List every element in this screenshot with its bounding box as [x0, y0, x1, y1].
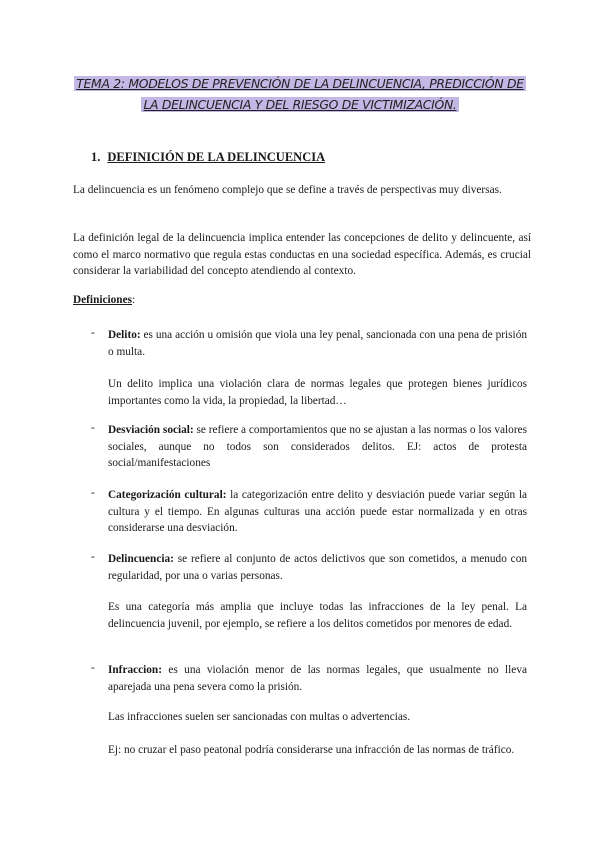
definition-item-categorizacion-cultural	[108, 487, 527, 537]
definition-term: Infraccion:	[108, 664, 162, 676]
document-title	[60, 73, 540, 115]
intro-paragraph-1: La delincuencia es un fenómeno complejo que se define a través de perspectivas muy diversas.	[73, 184, 502, 196]
definitions-heading-text: Definiciones	[73, 294, 132, 306]
definition-extra: Un delito implica una violación clara de normas legales que protegen bienes jurídicos importantes como la vida, la propiedad, la libertad…	[108, 378, 527, 407]
definition-item-infraccion	[108, 662, 527, 695]
definition-text: es una violación menor de las normas legales, que usualmente no lleva aparejada una pena severa como la prisión.	[108, 664, 527, 693]
definition-term: Delincuencia:	[108, 553, 174, 565]
definition-term: Desviación social:	[108, 424, 194, 436]
definition-extra: Es una categoría más amplia que incluye todas las infracciones de la ley penal. La delincuencia juvenil, por ejemplo, se refiere a los delitos cometidos por menores de edad.	[108, 601, 527, 630]
definition-text: se refiere al conjunto de actos delictivos que son cometidos, a menudo con regularidad, por una o varias personas.	[108, 553, 527, 582]
definitions-heading	[73, 294, 135, 306]
definition-item-delito	[108, 327, 527, 360]
bullet-dash: -	[91, 422, 95, 434]
definition-example: Ej: no cruzar el paso peatonal podría considerarse una infracción de las normas de tráfico.	[108, 744, 515, 756]
definition-text: la categorización entre delito y desviación puede variar según la cultura y el tiempo. En algunas culturas una acción puede estar normalizada y en otras considerarse una desviación.	[108, 489, 527, 534]
section-title: DEFINICIÓN DE LA DELINCUENCIA	[107, 150, 326, 164]
bullet-dash: -	[91, 327, 95, 339]
section-number: 1.	[91, 150, 101, 164]
intro-paragraph-2: La definición legal de la delincuencia implica entender las concepciones de delito y delincuente, así como el marco normativo que regula estas conductas en una sociedad específica. Además, es crucial considerar la variabilidad del concepto atendiendo al contexto.	[73, 232, 531, 277]
definition-term: Delito:	[108, 329, 141, 341]
title-line-1: TEMA 2: MODELOS DE PREVENCIÓN DE LA DELINCUENCIA, PREDICCIÓN DE	[76, 76, 524, 91]
definition-item-desviacion-social	[108, 422, 527, 472]
definition-text: es una acción u omisión que viola una ley penal, sancionada con una pena de prisión o multa.	[108, 329, 527, 358]
bullet-dash: -	[91, 551, 95, 563]
definition-item-delincuencia	[108, 551, 527, 584]
definition-text: se refiere a comportamientos que no se ajustan a las normas o los valores sociales, aunque no todos son considerados delitos. EJ: actos de protesta social/manifestaciones	[108, 424, 527, 469]
section-heading	[91, 150, 325, 165]
definition-term: Categorización cultural:	[108, 489, 227, 501]
title-line-2: LA DELINCUENCIA Y DEL RIESGO DE VICTIMIZACIÓN.	[143, 97, 457, 112]
bullet-dash: -	[91, 662, 95, 674]
bullet-dash: -	[91, 487, 95, 499]
definition-extra: Las infracciones suelen ser sancionadas con multas o advertencias.	[108, 711, 411, 723]
definitions-heading-colon: :	[132, 294, 136, 306]
